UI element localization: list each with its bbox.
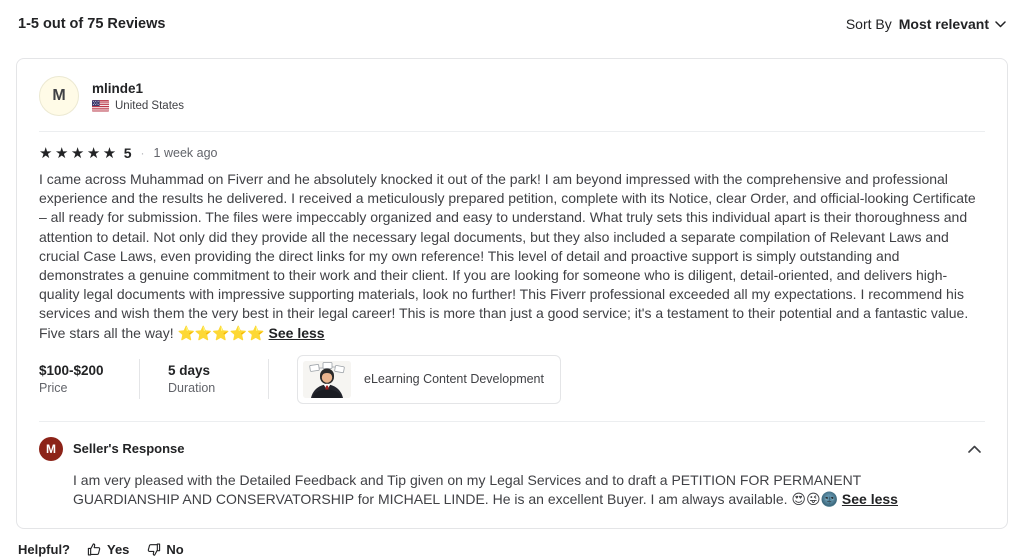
reviewer-header [39,76,985,132]
review-see-less-link[interactable]: See less [268,324,325,341]
gig-link-card[interactable] [297,355,561,404]
sort-by-label: Sort By [845,16,892,32]
helpful-yes-label: Yes [107,541,130,557]
results-count: 1-5 out of 75 Reviews [18,16,166,32]
chevron-down-icon [995,21,1006,28]
duration-block [168,363,240,395]
thumbs-up-icon [87,542,102,557]
seller-avatar [39,437,63,461]
review-timestamp: 1 week ago [153,146,218,160]
helpful-no-button[interactable] [146,542,183,557]
response-see-less-link[interactable]: See less [841,491,898,508]
reviewer-country: United States [115,99,185,112]
helpful-row [18,542,1006,557]
review-text: I came across Muhammad on Fiverr and he absolutely knocked it out of the park! I am beyond impressed with the comprehensive and professional experience and the results he delivered. I received a meticulously prepared petition, complete with its Notice, clear Order, and official-looking Certificate – all ready for submission. The files were impeccably organized and easy to understand. What truly sets this individual apart is their thoroughness and attention to detail. Not only did they provide all the necessary legal documents, but they also included a separate compilation of Relevant Laws and crucial Case Laws, even providing the direct links for my own reference! This level of detail and proactive support is simply outstanding and demonstrates a genuine commitment to their work and their client. If you are looking for someone who is diligent, detail-oriented, and delivers high-quality legal documents with impressive supporting materials, look no further! This Fiverr professional exceeded all my expectations. I recommend his services and wish them the very best in their legal career! This is more than just a good service; it's a testament to their potential and a fantastic value. Five stars all the way! ⭐⭐⭐⭐⭐ [39,171,976,341]
seller-response-header [39,437,985,461]
review-card [16,58,1008,529]
price-value: $100-$200 [39,363,104,379]
rating-row [39,145,985,161]
seller-response-section [39,421,985,510]
duration-label: Duration [168,381,216,396]
collapse-response-button[interactable] [964,441,985,457]
sort-by-value: Most relevant [898,16,989,32]
gig-title: eLearning Content Development [364,372,544,387]
helpful-label: Helpful? [18,541,70,557]
seller-response-title: Seller's Response [73,441,185,457]
thumbs-down-icon [146,542,161,557]
duration-value: 5 days [168,363,211,379]
reviewer-username[interactable]: mlinde1 [92,80,144,96]
dot-separator: · [140,146,145,160]
vertical-divider [268,359,269,399]
avatar[interactable] [39,76,79,116]
helpful-no-label: No [166,541,184,557]
rating-value: 5 [123,145,132,161]
seller-response-text: I am very pleased with the Detailed Feedback and Tip given on my Legal Services and to draft a PETITION FOR PERMANENT GUARDIANSHIP AND CONSERVATORSHIP for MICHAEL LINDE. He is an excellent Buyer. I am always available. 😍😜🌚 [73,471,861,508]
us-flag-icon [92,100,109,112]
vertical-divider [139,359,140,399]
avatar-initial: M [52,87,66,104]
order-meta-row [39,355,985,404]
review-body [39,170,985,343]
gig-thumbnail-image [303,361,351,398]
reviews-toolbar [18,16,1006,32]
star-rating-icons: ★★★★★ [39,144,119,162]
helpful-yes-button[interactable] [87,542,129,557]
seller-response-body [73,471,958,510]
sort-by-dropdown[interactable] [846,16,1006,32]
price-block [39,363,111,395]
chevron-up-icon [968,445,981,453]
seller-avatar-initial: M [46,441,56,456]
price-label: Price [39,381,68,396]
